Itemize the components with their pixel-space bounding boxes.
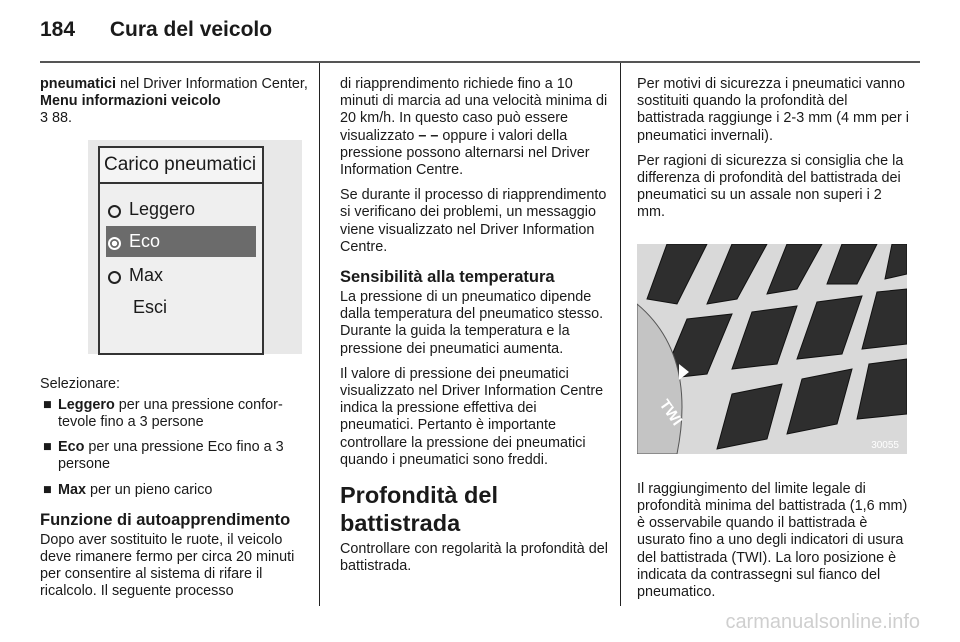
column-1 xyxy=(40,76,310,609)
paragraph: Controllare con regolarità la profondità del battistrada. xyxy=(340,541,608,575)
heading-temperatura: Sensibilità alla temperatura xyxy=(340,268,555,287)
tyre-load-menu-image xyxy=(88,140,302,354)
item-text: per una pressione confortevole fino a 3 persone xyxy=(58,396,283,431)
list-item xyxy=(40,439,310,473)
list-item xyxy=(40,482,310,499)
item-bold: Eco xyxy=(58,439,85,456)
header-rule xyxy=(40,61,920,63)
option-label: Esci xyxy=(133,296,168,317)
page-header xyxy=(40,18,272,42)
paragraph-text: di riapprendimento richiede fino a 10 minuti di marcia ad una velocità minima di 20 km/h. In questo caso può essere visualizzato xyxy=(340,76,608,144)
column-divider-1 xyxy=(319,63,320,606)
menu-option-max xyxy=(106,260,256,291)
option-label: Eco xyxy=(129,230,161,251)
menu-option-exit xyxy=(106,292,283,323)
intro-text: nel Driver Information Center, xyxy=(115,76,308,92)
paragraph: Dopo aver sostituito le ruote, il veicolo deve rimanere fermo per circa 20 minuti per consentire al sistema di rifare il ricalcolo. Il seguente processo xyxy=(40,531,295,600)
select-label: Selezionare: xyxy=(40,375,120,392)
menu-option-leggero xyxy=(106,194,256,225)
item-text: per una pressione Eco fino a 3 persone xyxy=(58,439,284,473)
menu-option-eco xyxy=(106,226,256,257)
intro-paragraph xyxy=(40,76,310,128)
bullet-icon: ■ xyxy=(43,396,52,413)
heading-autoapprendimento: Funzione di autoapprendimento xyxy=(40,510,291,529)
page-number: 184 xyxy=(40,18,76,41)
paragraph: Se durante il processo di riapprendimento si verificano dei problemi, un messaggio viene visualizzato nel Driver Information Centre. xyxy=(340,187,607,255)
radio-icon xyxy=(108,205,121,218)
paragraph: Il valore di pressione dei pneumatici visualizzato nel Driver Information Centre indica la pressione effettiva dei pneumatici. Pertanto è importante controllare la pressione dei pneumatici quando i pneumatici sono freddi. xyxy=(340,365,604,468)
intro-bold-2: Menu informazioni veicolo xyxy=(40,93,221,110)
page-title: Cura del veicolo xyxy=(109,18,273,41)
image-code: 30055 xyxy=(871,439,899,451)
radio-icon xyxy=(108,271,121,284)
column-2 xyxy=(340,76,608,583)
list-item xyxy=(40,397,310,431)
option-label: Max xyxy=(129,264,164,285)
load-options-list xyxy=(40,397,310,499)
tread-wear-indicator-image xyxy=(637,244,907,454)
twi-label: TWI xyxy=(655,396,686,429)
menu-title: Carico pneumatici xyxy=(100,148,262,184)
dashes-symbol: – – xyxy=(418,127,439,144)
option-label: Leggero xyxy=(129,198,196,219)
menu-screen xyxy=(98,146,264,355)
page-reference[interactable]: 3 88. xyxy=(40,110,73,127)
intro-bold-1: pneumatici xyxy=(40,76,116,92)
paragraph: Il raggiungimento del limite legale di profondità minima del battistrada (1,6 mm) è osservabile quando il battistrada è usurato fino a uno degli indicatori di usura del battistrada (TWI). La loro posizione è indicata da contrassegni sul fianco del pneumatico. xyxy=(637,480,908,601)
watermark: carmanualsonline.info xyxy=(725,611,920,633)
paragraph: La pressione di un pneumatico dipende dalla temperatura del pneumatico stesso. Durante la guida la temperatura e la pressione dei pneumatici aumenta. xyxy=(340,289,604,357)
paragraph xyxy=(340,76,608,179)
paragraph-text: oppure i valori della pressione possono alternarsi nel Driver Information Centre. xyxy=(340,127,590,179)
column-divider-2 xyxy=(620,63,621,606)
item-bold: Max xyxy=(58,481,86,498)
paragraph: Per motivi di sicurezza i pneumatici vanno sostituiti quando la profondità del battistrada raggiunge i 2-3 mm (4 mm per i pneumatici invernali). xyxy=(637,76,909,144)
bullet-icon: ■ xyxy=(43,439,52,456)
item-bold: Leggero xyxy=(58,396,115,413)
column-3 xyxy=(637,76,909,609)
item-text: per un pieno carico xyxy=(86,481,213,498)
radio-selected-icon xyxy=(108,237,121,250)
heading-battistrada: Profondità del battistrada xyxy=(340,482,498,537)
paragraph: Per ragioni di sicurezza si consiglia che la differenza di profondità del battistrada dei pneumatici su un assale non superi i 2 mm. xyxy=(637,152,904,221)
bullet-icon: ■ xyxy=(43,481,52,498)
